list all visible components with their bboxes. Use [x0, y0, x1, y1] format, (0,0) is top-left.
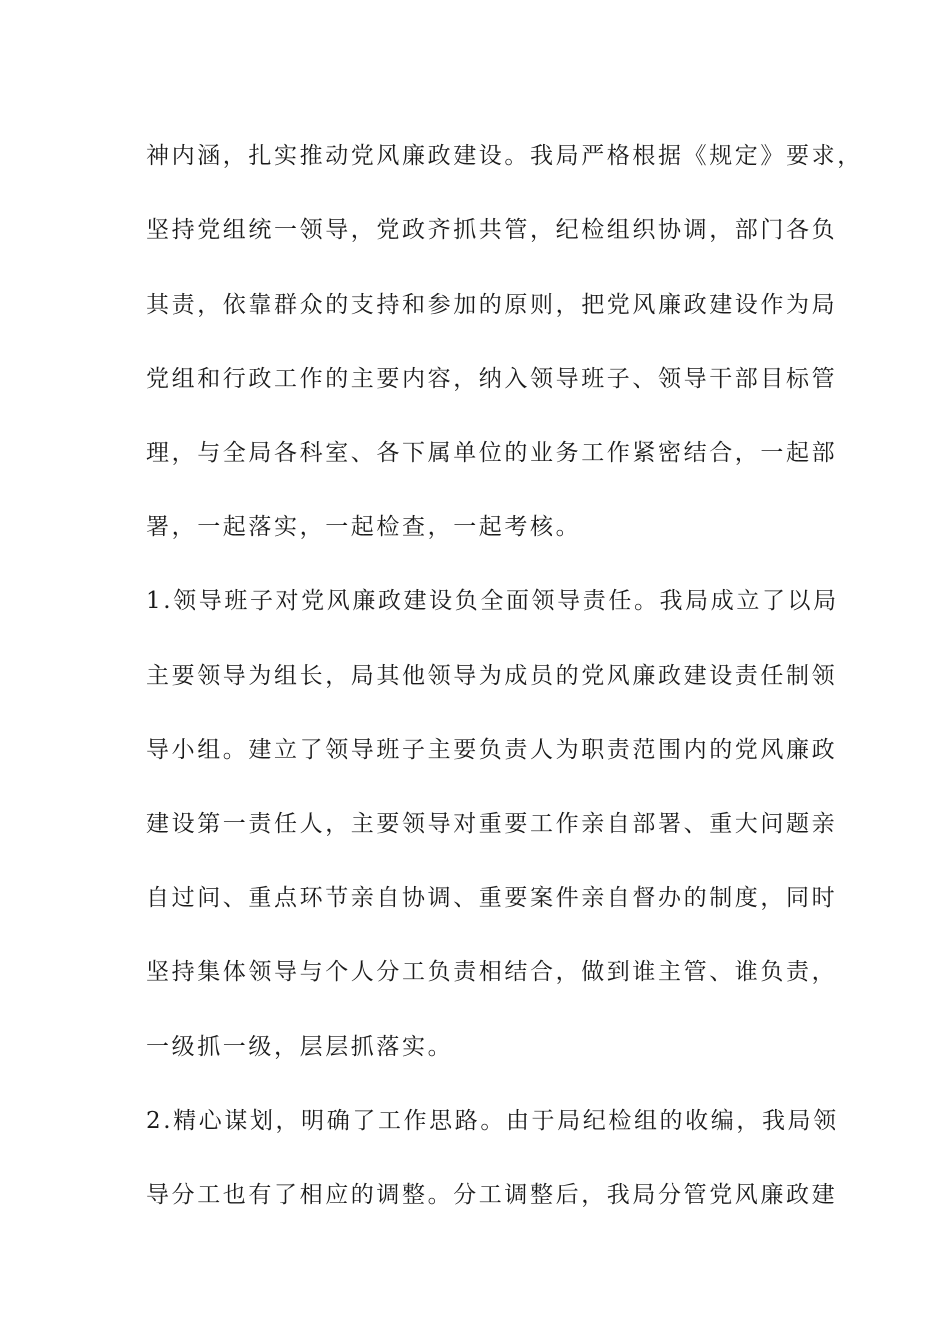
paragraph-start-2: 2.精心谋划，明确了工作思路。由于局纪检组的收编，我局领 [146, 1108, 839, 1134]
text-line: 建设第一责任人，主要领导对重要工作亲自部署、重大问题亲 [146, 811, 838, 837]
text-line: 导分工也有了相应的调整。分工调整后，我局分管党风廉政建 [146, 1182, 838, 1208]
text-line: 主要领导为组长，局其他领导为成员的党风廉政建设责任制领 [146, 663, 838, 689]
text-line: 党组和行政工作的主要内容，纳入领导班子、领导干部目标管 [146, 366, 838, 392]
text-line: 导小组。建立了领导班子主要负责人为职责范围内的党风廉政 [146, 737, 838, 763]
text-line: 自过问、重点环节亲自协调、重要案件亲自督办的制度，同时 [146, 885, 838, 911]
text-line: 神内涵，扎实推动党风廉政建设。我局严格根据《规定》要求， [146, 143, 863, 169]
text-line: 坚持集体领导与个人分工负责相结合，做到谁主管、谁负责， [146, 959, 838, 985]
text-line: 一级抓一级，层层抓落实。 [146, 1034, 454, 1060]
text-line: 署，一起落实，一起检查，一起考核。 [146, 514, 582, 540]
paragraph-start-1: 1.领导班子对党风廉政建设负全面领导责任。我局成立了以局 [146, 588, 839, 614]
text-line: 坚持党组统一领导，党政齐抓共管，纪检组织协调，部门各负 [146, 217, 838, 243]
text-line: 理，与全局各科室、各下属单位的业务工作紧密结合，一起部 [146, 440, 838, 466]
text-line: 其责，依靠群众的支持和参加的原则，把党风廉政建设作为局 [146, 292, 838, 318]
